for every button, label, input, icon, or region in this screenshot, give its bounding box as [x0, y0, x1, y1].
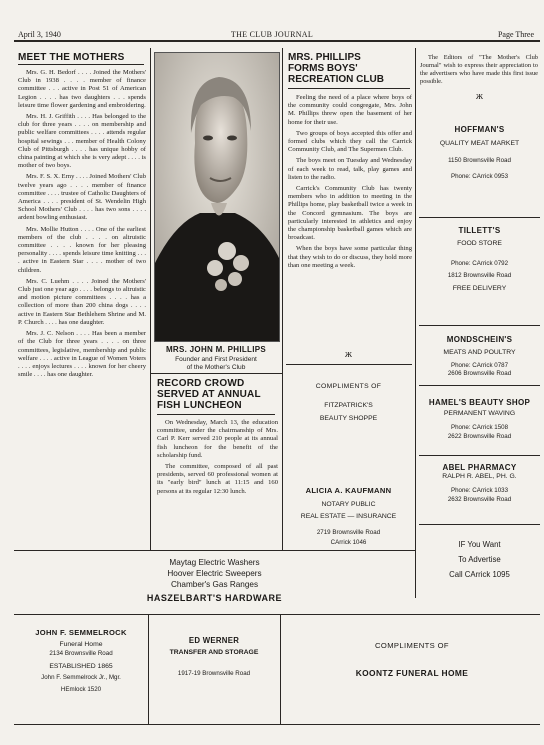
luncheon-paragraph: The committee, composed of all past presidents, served 60 professional women at its "early bird" lunch at 11:15 and 160 persons at its regular 12:30 lunch. — [157, 463, 278, 495]
fitzpatrick-ad — [282, 382, 415, 423]
page-number: Page Three — [497, 30, 534, 39]
luncheon-headline — [157, 378, 279, 411]
ad-divider — [419, 325, 540, 326]
boys-club-paragraph: Feeling the need of a place where boys of the community could congregate, Mrs. John M. Phillips threw open the basement of her home for their use. — [288, 94, 412, 126]
boys-club-paragraph: Two groups of boys accepted this offer and formed clubs which they call the Carrick Community Club, and The Supermen Club. — [288, 129, 412, 154]
ad-divider — [419, 385, 540, 386]
mother-bio: Mrs. Mollie Hutton . . . . One of the earliest members of the club . . . . on altruistic committee . . . . known for her pleasing personality . . . . spends leisure time knitting . . . . active in Eastern Star . . . . mother of two children. — [18, 225, 146, 274]
mondschein-line-2: Phone: CArrick 0787 — [450, 362, 509, 369]
journal-title: THE CLUB JOURNAL — [230, 30, 314, 39]
fitzpatrick-name: FITZPATRICK'S — [324, 402, 373, 409]
mother-bio: Mrs. C. Luehm . . . . Joined the Mothers' Club just one year ago . . . . belongs to altruistic and motion picture committees . . . . has a collection of more than 200 china dogs . . . . active in Eastern Star Bethlehem Shrine and M. P. Church . . . . has one daughter. — [18, 277, 146, 326]
mondschein-name: MONDSCHEIN'S — [446, 335, 513, 344]
kaufmann-address: 2719 Brownsville Road — [316, 529, 381, 536]
tillett-name: TILLETT'S — [458, 226, 501, 235]
meet-mothers-column — [18, 69, 146, 549]
kaufmann-real-estate: REAL ESTATE — INSURANCE — [300, 513, 397, 520]
werner-line-2: 1917-19 Brownsville Road — [177, 670, 251, 677]
kaufmann-ad — [282, 486, 415, 547]
hamel-line-3: 2622 Brownsville Road — [447, 433, 512, 440]
boys-club-headline — [288, 52, 412, 85]
caption-name: MRS. JOHN M. PHILLIPS — [165, 345, 267, 354]
abel-name: ABEL PHARMACY — [442, 463, 517, 472]
semmelrock-line-4: John F. Semmelrock Jr., Mgr. — [41, 674, 121, 681]
caption-line-2: of the Mother's Club — [186, 364, 246, 371]
haszelbart-ad — [14, 557, 415, 603]
koontz-name: KOONTZ FUNERAL HOME — [355, 668, 469, 678]
ad-divider — [419, 217, 540, 218]
haszelbart-line-1: Maytag Electric Washers — [169, 558, 260, 567]
beauty-shoppe: BEAUTY SHOPPE — [319, 415, 378, 422]
mid-ad-rule — [286, 364, 412, 365]
semmelrock-line-1: Funeral Home — [59, 641, 103, 648]
mother-bio: Mrs. J. C. Nelson . . . . Has been a member of the Club for three years . . . . on three committees, legislative, membership and public welfare . . . . active in League of Women Voters . . . . enjoys lectures . . . . known for her cheery smile . . . . has one daughter. — [18, 330, 146, 379]
tillett-line-1: FOOD STORE — [457, 240, 502, 247]
advertise-line-1: IF You Want — [458, 540, 501, 549]
koontz-ad — [280, 641, 544, 678]
meet-mothers-rule — [18, 64, 144, 65]
werner-name: ED WERNER — [188, 636, 240, 645]
hamel-ad — [415, 398, 544, 441]
caption-rule — [150, 373, 282, 374]
boys-club-paragraph: When the boys have some particular thing that they wish to do or discuss, they hold more than one meeting a week. — [288, 245, 412, 269]
luncheon-article — [157, 419, 278, 549]
meet-mothers-title: MEET THE MOTHERS — [18, 52, 125, 63]
hoffman-name: HOFFMAN'S — [454, 125, 505, 134]
boys-club-paragraph: The boys meet on Tuesday and Wednesday of each week to read, talk, play games and listen to the radio. — [288, 157, 412, 181]
caption-line-1: Founder and First President — [175, 356, 257, 363]
boys-club-article — [288, 94, 412, 344]
butterfly-ornament-icon: ж — [476, 91, 483, 102]
column-rule-2 — [282, 48, 283, 550]
mondschein-line-1: MEATS AND POULTRY — [443, 349, 516, 356]
advertise-line-2: To Advertise — [458, 555, 501, 564]
hoffman-line-1: QUALITY MEAT MARKET — [439, 140, 520, 147]
boys-club-rule — [288, 88, 410, 89]
luncheon-headline-line-2: SERVED AT ANNUAL — [157, 389, 261, 400]
abel-line-3: 2632 Brownsville Road — [447, 496, 512, 503]
hoffman-line-3: Phone: CArrick 0953 — [450, 173, 509, 180]
editors-note-text: The Editors of "The Mother's Club Journal" wish to express their appreciation to the advertisers who have made this first issue possible. — [420, 54, 538, 85]
haszelbart-line-2: Hoover Electric Sweepers — [167, 569, 262, 578]
kaufmann-name: ALICIA A. KAUFMANN — [305, 486, 392, 495]
kaufmann-phone: CArrick 1046 — [330, 539, 367, 546]
semmelrock-ad — [14, 628, 148, 694]
advertise-line-3: Call CArrick 1095 — [449, 570, 510, 579]
mother-bio: Mrs. H. J. Griffith . . . . Has belonged to the club for three years . . . . on membership and public welfare committees . . . . attends regular hospital sewings . . . member of Health Colony Club of Pittsburgh . . . . has unique hobby of china painting at which she is very adept . . . . is mother of two boys. — [18, 113, 146, 170]
luncheon-rule — [157, 414, 275, 415]
haszelbart-line-3: Chamber's Gas Ranges — [170, 580, 259, 589]
editors-note — [420, 54, 538, 89]
hamel-line-2: Phone: CArrick 1508 — [450, 424, 509, 431]
koontz-compliments: COMPLIMENTS OF — [375, 641, 449, 650]
luncheon-headline-line-3: FISH LUNCHEON — [157, 400, 242, 411]
boys-club-headline-line-1: MRS. PHILLIPS — [288, 52, 361, 63]
haszelbart-name: HASZELBART'S HARDWARE — [146, 593, 283, 603]
abel-ad — [415, 463, 544, 504]
mondschein-ad — [415, 335, 544, 378]
issue-date: April 3, 1940 — [18, 30, 61, 39]
portrait-illustration — [155, 53, 279, 341]
boys-club-headline-line-3: RECREATION CLUB — [288, 74, 384, 85]
luncheon-headline-line-1: RECORD CROWD — [157, 378, 245, 389]
compliments-label: COMPLIMENTS OF — [315, 383, 382, 390]
hamel-line-1: PERMANENT WAVING — [443, 410, 516, 417]
tillett-line-2: Phone: CArrick 0792 — [450, 260, 509, 267]
semmelrock-name: JOHN F. SEMMELROCK — [35, 628, 127, 637]
portrait-caption — [150, 345, 282, 372]
ad-divider — [419, 524, 540, 525]
semmelrock-line-3: ESTABLISHED 1865 — [49, 663, 113, 670]
werner-ad — [148, 636, 280, 678]
abel-line-2: Phone: CArrick 1033 — [450, 487, 509, 494]
ad-divider — [419, 455, 540, 456]
boys-club-paragraph: Carrick's Community Club has twenty members who in addition to meeting in the Phillips home, play basketball twice a week in the Concord gymnasium. The boys are particularly interested in athletics and enjoy the championship basketball games which are broadcast. — [288, 185, 412, 242]
boys-club-headline-line-2: FORMS BOYS' — [288, 63, 358, 74]
mother-bio: Mrs. F. S. X. Erny . . . . Joined Mothers' Club twelve years ago . . . . member of finance committee . . . . trustee of Catholic Daughters of America . . . . president of St. Wendelin High School Mothers' Club . . . . has two sons . . . . ardent bowling enthusiast. — [18, 173, 146, 222]
hamel-name: HAMEL'S BEAUTY SHOP — [428, 398, 531, 407]
advertise-notice — [415, 540, 544, 579]
kaufmann-notary: NOTARY PUBLIC — [321, 501, 376, 508]
tillett-line-3: 1812 Brownsville Road — [447, 272, 512, 279]
founder-portrait — [154, 52, 280, 342]
hoffman-line-2: 1150 Brownsville Road — [448, 157, 511, 164]
semmelrock-line-5: HEmlock 1520 — [60, 686, 102, 693]
bottom-rule-mid — [14, 614, 540, 615]
luncheon-paragraph: On Wednesday, March 13, the education committee, under the chairmanship of Mrs. Carl P. Kerr served 210 people at its annual fish luncheon for the benefit of the scholarship fund. — [157, 419, 278, 459]
bottom-rule-end — [14, 724, 540, 725]
header-rule — [14, 40, 540, 42]
butterfly-ornament-icon: ж — [345, 349, 352, 360]
abel-line-1: RALPH R. ABEL, PH. G. — [442, 473, 517, 480]
tillett-ad — [415, 226, 544, 293]
column-rule-1 — [150, 48, 151, 550]
semmelrock-line-2: 2134 Brownsville Road — [49, 650, 113, 657]
tillett-line-4: FREE DELIVERY — [452, 285, 507, 292]
mondschein-line-3: 2606 Brownsville Road — [447, 370, 512, 377]
werner-line-1: TRANSFER AND STORAGE — [169, 649, 259, 656]
bottom-rule-top — [14, 550, 415, 551]
hoffman-ad — [415, 125, 544, 181]
mother-bio: Mrs. G. H. Bedorf . . . . Joined the Mothers' Club in 1938 . . . . member of finance committee . . . active in Post 51 of American Legion . . . . has two daughters . . . spends leisure time flower gardening and embroidering. — [18, 69, 146, 109]
